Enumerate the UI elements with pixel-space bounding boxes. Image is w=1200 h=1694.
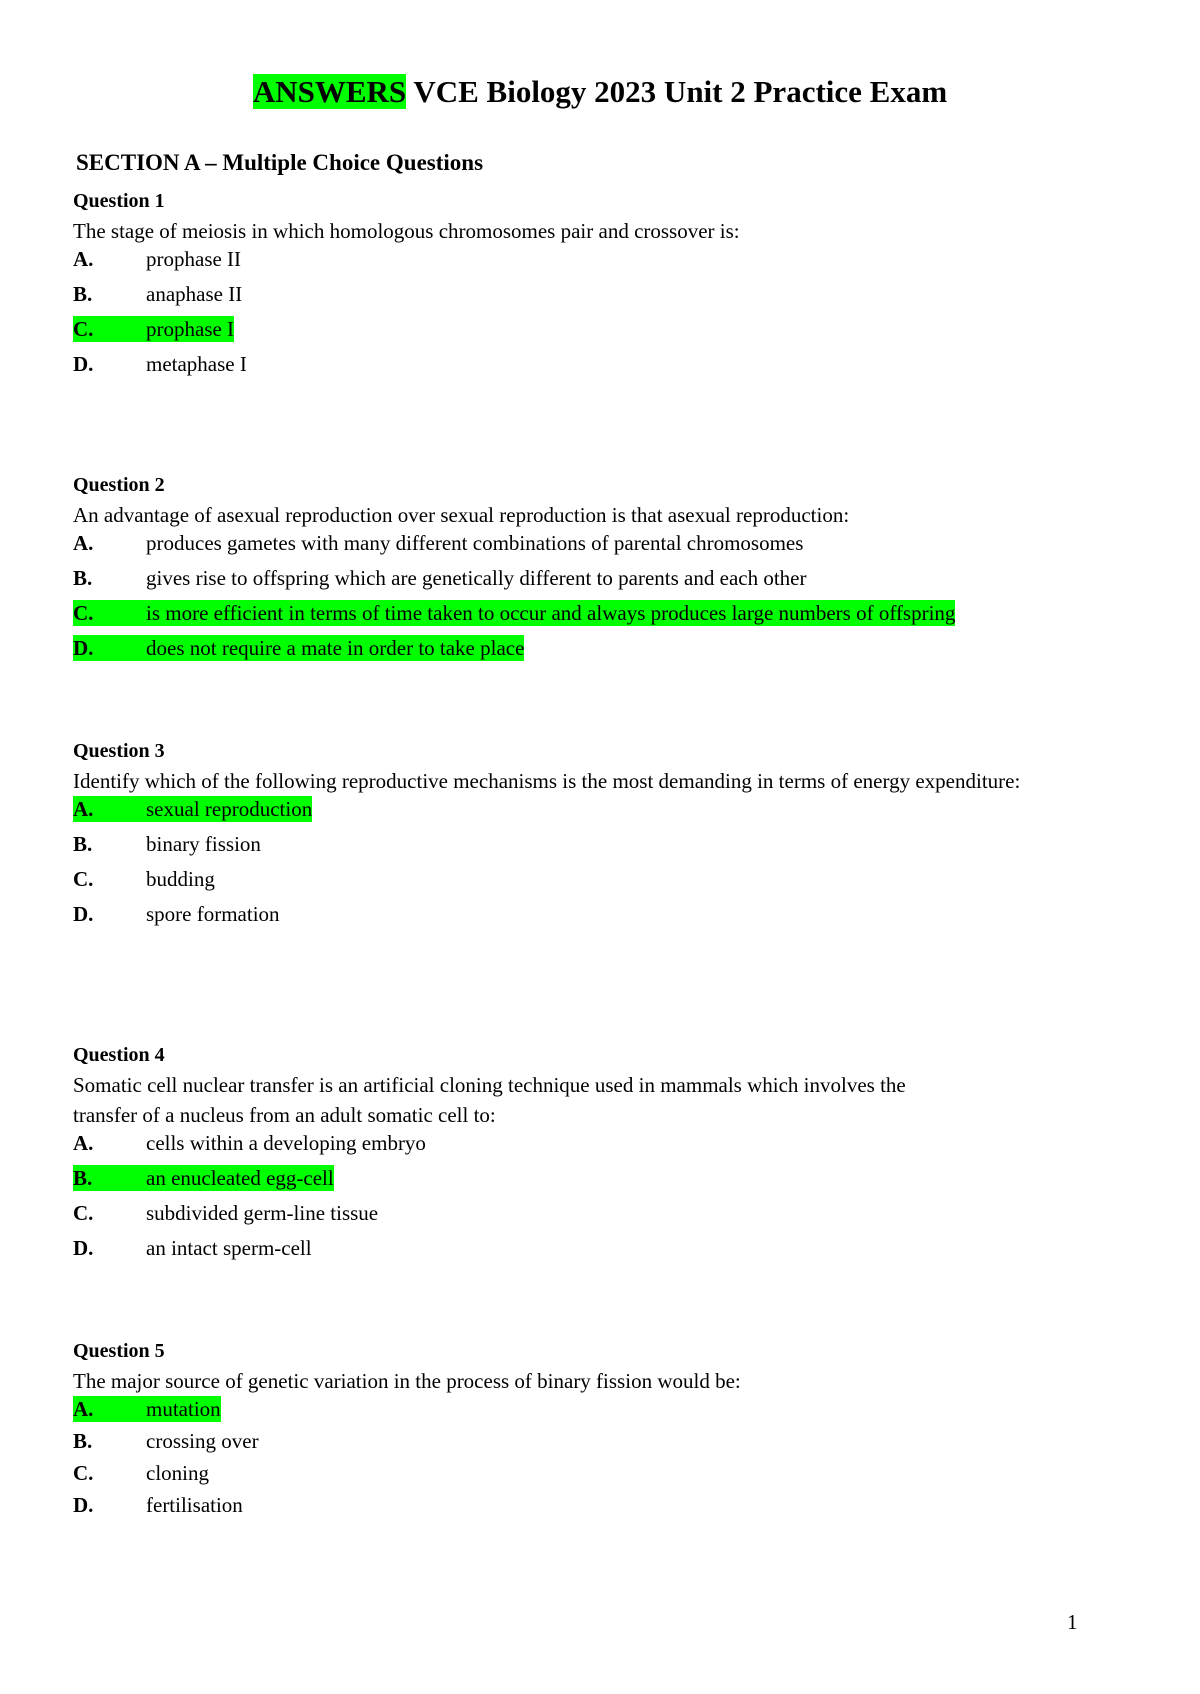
option-text: binary fission xyxy=(146,832,261,856)
option-a-correct xyxy=(73,1396,1133,1428)
option-letter: A. xyxy=(73,531,94,555)
option-text: prophase II xyxy=(146,247,242,271)
option-c-correct xyxy=(73,600,1133,635)
option-text: produces gametes with many different combinations of parental chromosomes xyxy=(146,531,804,555)
option-letter: D. xyxy=(73,902,94,926)
option-letter: B. xyxy=(73,282,93,306)
option-letter: C. xyxy=(73,317,94,341)
option-a xyxy=(73,530,1133,565)
option-text: subdivided germ-line tissue xyxy=(146,1201,379,1225)
option-text: prophase I xyxy=(146,317,235,341)
option-c xyxy=(73,1200,1133,1235)
option-b xyxy=(73,565,1133,600)
option-d xyxy=(73,351,1133,386)
option-letter: B. xyxy=(73,832,93,856)
question-stem: Identify which of the following reproductive mechanisms is the most demanding in terms of energy expenditure: xyxy=(73,769,1021,793)
question-5 xyxy=(73,1336,1133,1524)
option-text: sexual reproduction xyxy=(146,797,313,821)
option-letter: C. xyxy=(73,1201,94,1225)
option-letter: A. xyxy=(73,247,94,271)
option-text: metaphase I xyxy=(146,352,247,376)
option-d xyxy=(73,1492,1133,1524)
option-letter: D. xyxy=(73,1236,94,1260)
option-letter: A. xyxy=(73,1131,94,1155)
option-text: an intact sperm-cell xyxy=(146,1236,312,1260)
option-text: mutation xyxy=(146,1397,221,1421)
option-d xyxy=(73,901,1133,936)
option-letter: D. xyxy=(73,635,146,661)
option-d xyxy=(73,1235,1133,1270)
section-heading: SECTION A – Multiple Choice Questions xyxy=(76,150,484,175)
option-c xyxy=(73,1460,1133,1492)
question-heading: Question 2 xyxy=(73,474,165,496)
option-text: is more efficient in terms of time taken to occur and always produces large numbers of offspring xyxy=(146,601,956,625)
question-1 xyxy=(73,186,1133,386)
question-heading: Question 1 xyxy=(73,190,165,212)
option-text: budding xyxy=(146,867,215,891)
page-number: 1 xyxy=(1067,1610,1078,1634)
question-heading: Question 4 xyxy=(73,1044,165,1066)
option-a xyxy=(73,1130,1133,1165)
question-heading: Question 3 xyxy=(73,740,165,762)
question-heading: Question 5 xyxy=(73,1340,165,1362)
option-c-correct xyxy=(73,316,1133,351)
option-letter: B. xyxy=(73,1166,93,1190)
option-b xyxy=(73,1428,1133,1460)
option-letter: C. xyxy=(73,601,94,625)
option-a xyxy=(73,246,1133,281)
option-b-correct xyxy=(73,1165,1133,1200)
question-2 xyxy=(73,470,1133,670)
option-text: anaphase II xyxy=(146,282,243,306)
option-text: crossing over xyxy=(146,1429,259,1453)
question-stem: Somatic cell nuclear transfer is an artificial cloning technique used in mammals which involves the transfer of a nucleus from an adult somatic cell to: xyxy=(73,1073,906,1127)
option-a-correct xyxy=(73,796,1133,831)
option-letter: A. xyxy=(73,1397,94,1421)
option-letter: D. xyxy=(73,1493,94,1517)
option-text: gives rise to offspring which are genetically different to parents and each other xyxy=(146,566,807,590)
option-letter: B. xyxy=(73,566,93,590)
option-letter: C. xyxy=(73,867,94,891)
option-letter: B. xyxy=(73,1429,93,1453)
question-4 xyxy=(73,1040,1133,1270)
option-text: does not require a mate in order to take place xyxy=(146,636,525,660)
option-text: spore formation xyxy=(146,902,280,926)
option-text: cells within a developing embryo xyxy=(146,1131,426,1155)
option-b xyxy=(73,831,1133,866)
page-title xyxy=(0,72,1200,112)
question-3 xyxy=(73,736,1133,936)
option-text: cloning xyxy=(146,1461,209,1485)
question-stem: The stage of meiosis in which homologous chromosomes pair and crossover is: xyxy=(73,219,740,243)
option-text: fertilisation xyxy=(146,1493,243,1517)
option-b xyxy=(73,281,1133,316)
option-letter: D. xyxy=(73,352,94,376)
option-d-correct xyxy=(73,635,1133,670)
option-letter: C. xyxy=(73,1461,94,1485)
option-text: an enucleated egg-cell xyxy=(146,1166,334,1190)
question-stem: An advantage of asexual reproduction over sexual reproduction is that asexual reproduction: xyxy=(73,503,850,527)
option-letter: A. xyxy=(73,797,94,821)
answers-highlight: ANSWERS xyxy=(252,74,407,109)
question-stem: The major source of genetic variation in the process of binary fission would be: xyxy=(73,1369,741,1393)
option-c xyxy=(73,866,1133,901)
title-text: VCE Biology 2023 Unit 2 Practice Exam xyxy=(406,74,948,109)
